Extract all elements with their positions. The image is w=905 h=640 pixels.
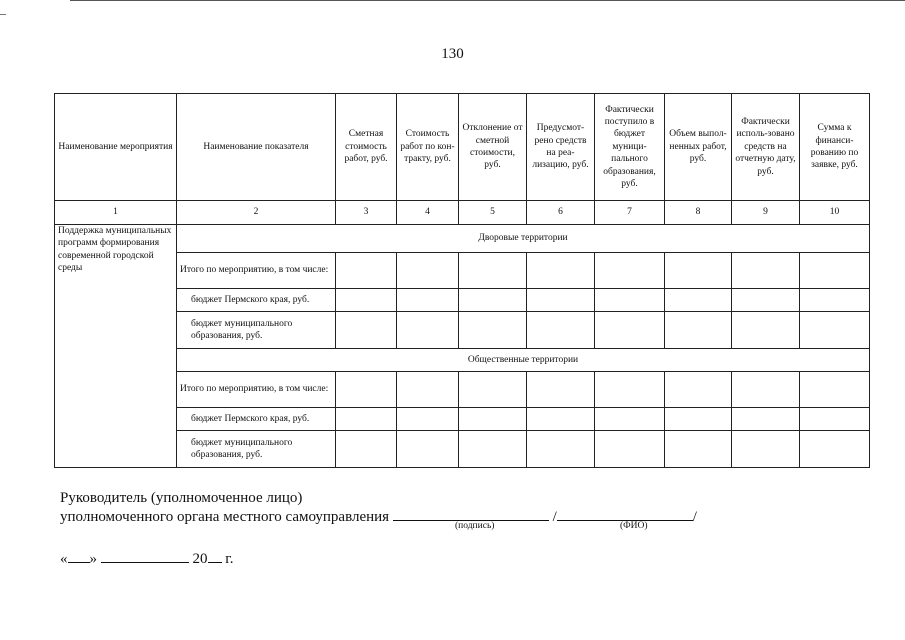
- data-cell: [800, 372, 870, 408]
- signature-title-line1: Руководитель (уполномоченное лицо): [60, 490, 303, 506]
- event-name-cell: Поддержка муниципальных программ формирования современной городской среды: [55, 225, 177, 468]
- data-cell: [527, 431, 595, 468]
- data-cell: [527, 289, 595, 312]
- top-border-mark: [0, 14, 6, 15]
- column-number-row: [55, 201, 870, 225]
- data-cell: [800, 431, 870, 468]
- header-indicator-name: Наименование показателя: [177, 94, 336, 201]
- header-estimated-cost: Сметная стоимость работ, руб.: [336, 94, 397, 201]
- caption-signature: (подпись): [455, 521, 495, 531]
- day-blank: [68, 549, 90, 563]
- date-open-quote: «: [60, 551, 68, 567]
- table-row: [55, 253, 870, 289]
- data-cell: [336, 253, 397, 289]
- date-year-prefix: 20: [192, 551, 208, 567]
- signature-authority-label: уполномоченного органа местного самоуправления: [60, 508, 390, 525]
- data-cell: [336, 431, 397, 468]
- header-deviation: Отклонение от сметной стоимости, руб.: [459, 94, 527, 201]
- year-blank: [208, 549, 222, 563]
- column-number: 4: [397, 201, 459, 225]
- row-label-regional-budget: бюджет Пермского края, руб.: [177, 408, 336, 431]
- data-cell: [595, 312, 665, 349]
- row-label-municipal-budget: бюджет муниципального образования, руб.: [177, 431, 336, 468]
- data-cell: [336, 312, 397, 349]
- page-number: 130: [441, 46, 464, 62]
- header-row: [55, 94, 870, 201]
- table-row: [55, 289, 870, 312]
- data-cell: [665, 431, 732, 468]
- table-row: [55, 408, 870, 431]
- column-number: 5: [459, 201, 527, 225]
- data-cell: [527, 312, 595, 349]
- data-cell: [595, 372, 665, 408]
- column-number: 10: [800, 201, 870, 225]
- section-row: [55, 349, 870, 372]
- header-amount-requested: Сумма к финанси-рованию по заявке, руб.: [800, 94, 870, 201]
- section-title-courtyard: Дворовые территории: [177, 225, 870, 253]
- data-cell: [336, 372, 397, 408]
- row-label-municipal-budget: бюджет муниципального образования, руб.: [177, 312, 336, 349]
- data-cell: [732, 408, 800, 431]
- data-cell: [527, 372, 595, 408]
- header-event-name: Наименование мероприятия: [55, 94, 177, 201]
- row-label-total: Итого по мероприятию, в том числе:: [177, 253, 336, 289]
- data-cell: [397, 431, 459, 468]
- row-label-regional-budget: бюджет Пермского края, руб.: [177, 289, 336, 312]
- data-cell: [732, 372, 800, 408]
- data-cell: [665, 253, 732, 289]
- section-row: [55, 225, 870, 253]
- month-blank: [101, 549, 189, 563]
- data-cell: [527, 408, 595, 431]
- data-cell: [336, 289, 397, 312]
- date-line: [60, 549, 233, 568]
- header-work-completed: Объем выпол-ненных работ, руб.: [665, 94, 732, 201]
- table-row: [55, 312, 870, 349]
- column-number: 3: [336, 201, 397, 225]
- date-year-suffix: г.: [225, 551, 234, 567]
- date-close-quote: »: [89, 551, 97, 567]
- data-cell: [336, 408, 397, 431]
- data-cell: [397, 289, 459, 312]
- signature-separator: /: [552, 508, 557, 525]
- row-label-total: Итого по мероприятию, в том числе:: [177, 372, 336, 408]
- data-cell: [595, 253, 665, 289]
- data-cell: [397, 372, 459, 408]
- column-number: 2: [177, 201, 336, 225]
- data-cell: [459, 312, 527, 349]
- data-cell: [800, 408, 870, 431]
- data-cell: [665, 312, 732, 349]
- data-cell: [397, 408, 459, 431]
- signature-blank: [393, 507, 549, 521]
- table-row: [55, 431, 870, 468]
- column-number: 9: [732, 201, 800, 225]
- top-border-line: [70, 0, 905, 1]
- data-cell: [732, 312, 800, 349]
- column-number: 7: [595, 201, 665, 225]
- data-cell: [665, 289, 732, 312]
- signature-title-line2: [60, 507, 697, 526]
- data-cell: [459, 289, 527, 312]
- signature-block: [60, 490, 697, 525]
- data-cell: [800, 253, 870, 289]
- data-cell: [397, 253, 459, 289]
- signature-trailing-slash: /: [692, 508, 697, 525]
- column-number: 8: [665, 201, 732, 225]
- data-cell: [665, 372, 732, 408]
- table-row: [55, 372, 870, 408]
- header-funds-received: Фактически поступило в бюджет муници-пального образования, руб.: [595, 94, 665, 201]
- data-cell: [527, 253, 595, 289]
- report-table: [54, 93, 870, 468]
- data-cell: [595, 431, 665, 468]
- data-cell: [459, 253, 527, 289]
- name-blank: [557, 507, 693, 521]
- header-funds-provided: Предусмот-рено средств на реа-лизацию, руб.: [527, 94, 595, 201]
- data-cell: [665, 408, 732, 431]
- data-cell: [595, 408, 665, 431]
- data-cell: [459, 372, 527, 408]
- section-title-public: Общественные территории: [177, 349, 870, 372]
- data-cell: [800, 312, 870, 349]
- data-cell: [595, 289, 665, 312]
- data-cell: [459, 431, 527, 468]
- column-number: 6: [527, 201, 595, 225]
- header-funds-used: Фактически исполь-зовано средств на отчетную дату, руб.: [732, 94, 800, 201]
- data-cell: [459, 408, 527, 431]
- data-cell: [732, 431, 800, 468]
- data-cell: [732, 253, 800, 289]
- data-cell: [732, 289, 800, 312]
- header-contract-cost: Стоимость работ по кон-тракту, руб.: [397, 94, 459, 201]
- caption-full-name: (ФИО): [620, 521, 648, 531]
- data-cell: [397, 312, 459, 349]
- data-cell: [800, 289, 870, 312]
- column-number: 1: [55, 201, 177, 225]
